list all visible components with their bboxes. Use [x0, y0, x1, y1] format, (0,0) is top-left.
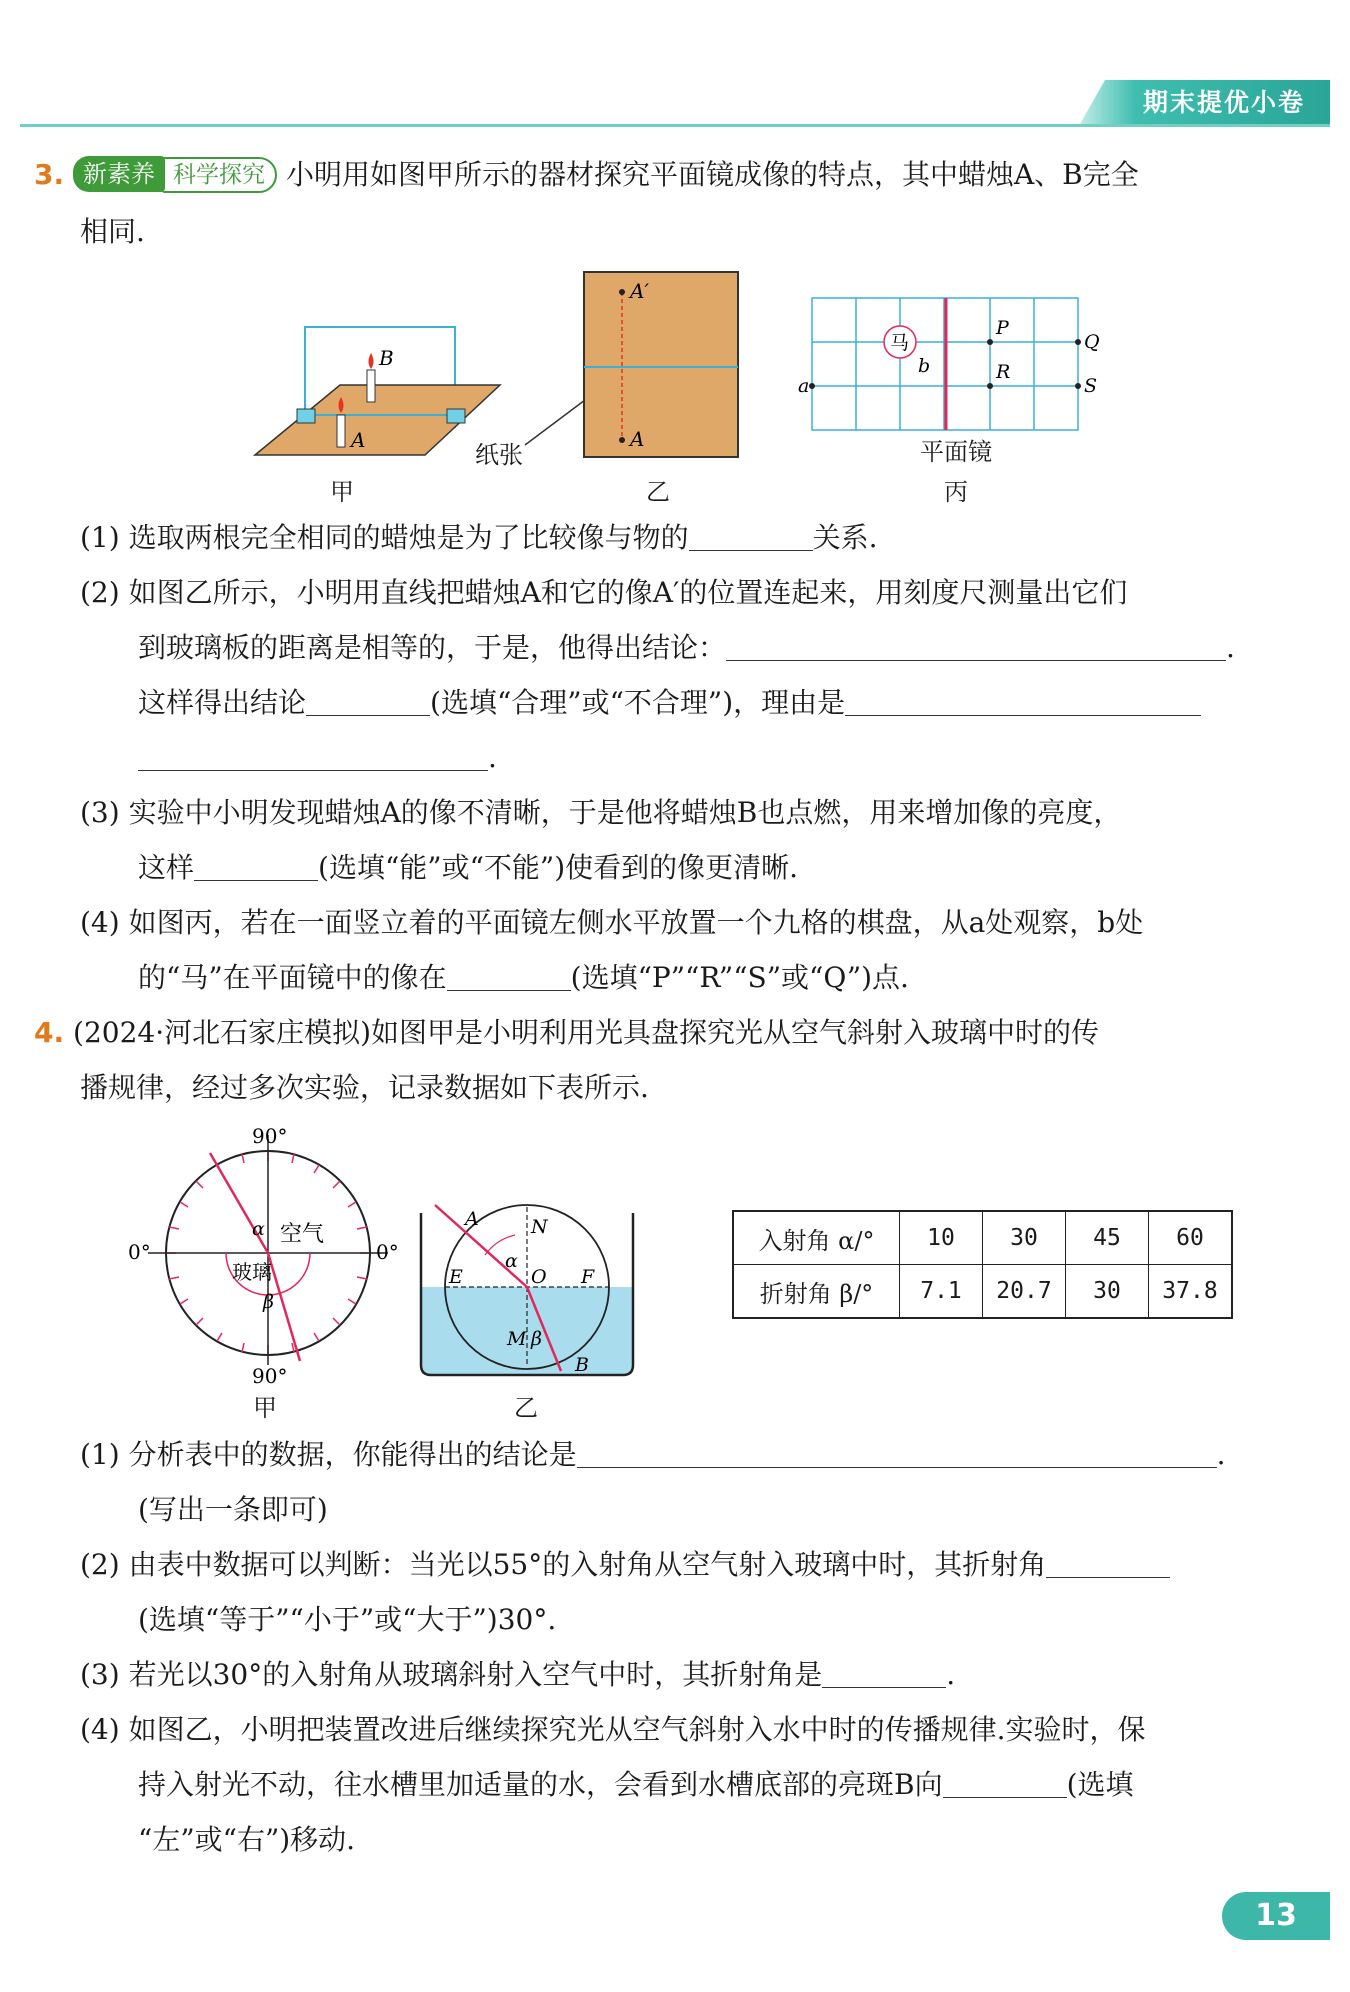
q3-p3-post: (选填“能”或“不能”)使看到的像更清晰.	[318, 851, 799, 884]
table-head-refraction: 折射角 β/°	[733, 1265, 900, 1319]
q3-yi-caption: 乙	[646, 478, 670, 506]
q3-p2-text1: 如图乙所示，小明用直线把蜡烛A和它的像A′的位置连起来，用刻度尺测量出它们	[128, 576, 1128, 609]
alpha-label: α	[252, 1218, 265, 1240]
q3-p2-end: .	[1226, 631, 1235, 664]
label-f: F	[581, 1266, 595, 1288]
right-clip	[447, 409, 465, 423]
q4-p4-text1: 如图乙，小明把装置改进后继续探究光从空气斜射入水中时的传播规律.实验时，保	[128, 1713, 1146, 1746]
q4-part4-line1	[80, 1710, 1145, 1750]
right-0-label: 0°	[376, 1240, 399, 1264]
label-b-yi: B	[575, 1354, 589, 1376]
q3-p2-text2: 到玻璃板的距离是相等的，于是，他得出结论：	[138, 631, 727, 664]
table-cell: 45	[1066, 1211, 1149, 1265]
q3-stem-line1	[34, 155, 1139, 195]
candle-b	[367, 370, 375, 402]
q3-p2-reason-blank[interactable]	[845, 685, 1201, 716]
q3-p3-text1: 实验中小明发现蜡烛A的像不清晰，于是他将蜡烛B也点燃，用来增加像的亮度，	[128, 796, 1122, 829]
q3-figure-yi	[582, 270, 742, 460]
q3-p2-text3: 这样得出结论	[138, 686, 307, 719]
q4-p4-num: (4)	[80, 1713, 120, 1746]
refraction-table	[732, 1210, 1233, 1319]
table-cell: 60	[1149, 1211, 1233, 1265]
table-cell: 7.1	[900, 1265, 983, 1319]
q4-part4-line3: “左”或“右”)移动.	[138, 1823, 356, 1856]
label-m: M	[507, 1328, 527, 1350]
label-beta-yi: β	[531, 1328, 542, 1350]
label-n: N	[531, 1216, 548, 1238]
label-r: R	[996, 361, 1011, 383]
bottom-90-label: 90°	[252, 1364, 288, 1388]
q3-tag-sub: 科学探究	[161, 157, 277, 193]
candle-b-flame	[369, 353, 374, 369]
q3-jia-caption: 甲	[330, 478, 354, 506]
q3-p3-blank[interactable]	[194, 850, 318, 881]
q3-figure-bing	[800, 292, 1120, 442]
q4-part1-line1	[80, 1435, 1226, 1475]
q3-p3-text2: 这样	[138, 851, 195, 884]
air-label: 空气	[280, 1222, 325, 1247]
q3-part2-line4	[138, 738, 497, 778]
q4-p1-text: 分析表中的数据，你能得出的结论是	[128, 1438, 577, 1471]
q3-stem-text-2: 相同.	[80, 215, 145, 248]
table-cell: 10	[900, 1211, 983, 1265]
label-a-yi: A	[630, 427, 645, 451]
q4-part2-line1	[80, 1545, 1170, 1585]
q4-part4-line2	[138, 1765, 1134, 1805]
q4-p2-blank[interactable]	[1046, 1547, 1170, 1578]
q4-jia-caption: 甲	[253, 1394, 277, 1422]
label-o: O	[531, 1266, 547, 1288]
q3-p1-post: 关系.	[812, 521, 878, 554]
q3-part4-line1	[80, 903, 1143, 943]
q4-stem-line1	[34, 1013, 1099, 1053]
point-r	[987, 383, 993, 389]
q4-p4-blank[interactable]	[943, 1767, 1067, 1798]
q3-p4-post: (选填“P”“R”“S”或“Q”)点.	[570, 961, 909, 994]
table-cell: 37.8	[1149, 1265, 1233, 1319]
q4-p4-post: (选填	[1066, 1768, 1134, 1801]
q4-part3	[80, 1655, 955, 1695]
q3-p2-num: (2)	[80, 576, 120, 609]
q4-p1-end: .	[1216, 1438, 1226, 1471]
q4-p1-blank[interactable]	[577, 1437, 1217, 1468]
left-0-label: 0°	[128, 1240, 151, 1264]
q4-yi-caption: 乙	[514, 1394, 538, 1422]
q3-part3-line2	[138, 848, 798, 888]
q4-p2-text: 由表中数据可以判断：当光以55°的入射角从空气射入玻璃中时，其折射角	[128, 1548, 1047, 1581]
q3-p2-conclusion-blank[interactable]	[726, 630, 1226, 661]
beta-label: β	[263, 1291, 274, 1313]
q3-p4-text2: 的“马”在平面镜中的像在	[138, 961, 447, 994]
q3-part2-line2	[138, 628, 1235, 668]
q4-p4-text2: 持入射光不动，往水槽里加适量的水，会看到水槽底部的亮斑B向	[138, 1768, 943, 1801]
table-cell: 20.7	[983, 1265, 1066, 1319]
q3-p4-blank[interactable]	[447, 960, 571, 991]
label-alpha-yi: α	[505, 1250, 518, 1272]
q4-part2-line2: (选填“等于”“小于”或“大于”)30°.	[138, 1603, 557, 1636]
q4-p1-num: (1)	[80, 1438, 120, 1471]
q4-p3-end: .	[946, 1658, 956, 1691]
candle-a	[337, 415, 345, 447]
q3-p3-num: (3)	[80, 796, 120, 829]
label-q: Q	[1084, 331, 1100, 353]
q4-number: 4.	[34, 1016, 65, 1049]
q4-p2-num: (2)	[80, 1548, 120, 1581]
label-a-bing: a	[798, 375, 810, 397]
q3-part3-line1	[80, 793, 1121, 833]
label-p: P	[996, 317, 1009, 339]
paper-sheet-yi	[584, 272, 738, 457]
point-a-bing	[809, 383, 815, 389]
q4-p3-text: 若光以30°的入射角从玻璃斜射入空气中时，其折射角是	[128, 1658, 823, 1691]
q3-p2-reason-blank2[interactable]	[138, 740, 488, 771]
point-s	[1075, 383, 1081, 389]
label-a-yi-fig: A	[465, 1208, 479, 1230]
q4-p3-num: (3)	[80, 1658, 120, 1691]
label-a: A	[351, 428, 366, 452]
q4-part1-line2: (写出一条即可)	[138, 1493, 328, 1526]
q3-paper-pointer	[520, 395, 590, 455]
q4-stem-text-1: (2024·河北石家庄模拟)如图甲是小明利用光具盘探究光从空气斜射入玻璃中时的传	[73, 1016, 1100, 1049]
table-row	[733, 1265, 1232, 1319]
table-cell: 30	[983, 1211, 1066, 1265]
q3-stem-text-1: 小明用如图甲所示的器材探究平面镜成像的特点，其中蜡烛A、B完全	[285, 158, 1139, 191]
q3-bing-caption: 丙	[944, 478, 968, 506]
horse-char: 马	[890, 332, 910, 354]
q3-tag-main: 新素养	[73, 156, 165, 192]
label-a-prime: A′	[630, 279, 649, 303]
glass-label: 玻璃	[232, 1260, 272, 1284]
point-a-prime	[619, 289, 625, 295]
left-clip	[297, 409, 315, 423]
q4-p3-blank[interactable]	[822, 1657, 946, 1688]
q3-p4-num: (4)	[80, 906, 120, 939]
q3-part4-line2	[138, 958, 909, 998]
point-q	[1075, 339, 1081, 345]
table-row	[733, 1211, 1232, 1265]
q3-paper-label: 纸张	[475, 441, 523, 469]
q3-p2-text3b: (选填“合理”或“不合理”)，理由是	[430, 686, 846, 719]
q3-p1-num: (1)	[80, 521, 120, 554]
point-a	[619, 437, 625, 443]
label-e: E	[449, 1266, 463, 1288]
label-b-bing: b	[918, 355, 931, 377]
table-head-incidence: 入射角 α/°	[733, 1211, 900, 1265]
label-s: S	[1084, 375, 1098, 397]
page-number: 13	[1222, 1892, 1330, 1940]
q3-mirror-label: 平面镜	[920, 438, 992, 466]
q3-part2-line3	[138, 683, 1201, 723]
q3-part1	[80, 518, 878, 558]
q4-figure-jia	[128, 1124, 418, 1388]
q4-figure-yi	[415, 1195, 640, 1385]
top-90-label: 90°	[252, 1124, 288, 1148]
table-cell: 30	[1066, 1265, 1149, 1319]
q3-p4-text1: 如图丙，若在一面竖立着的平面镜左侧水平放置一个九格的棋盘，从a处观察，b处	[128, 906, 1144, 939]
q3-number: 3.	[34, 158, 65, 191]
point-p	[987, 339, 993, 345]
q3-p2-end2: .	[488, 741, 497, 774]
q4-stem-text-2: 播规律，经过多次实验，记录数据如下表所示.	[80, 1071, 649, 1104]
q3-p2-reasonable-blank[interactable]	[306, 685, 430, 716]
q3-p1-blank[interactable]	[689, 520, 813, 551]
header-rule	[20, 124, 1330, 127]
header-title: 期末提优小卷	[1142, 88, 1305, 117]
q3-p1-text: 选取两根完全相同的蜡烛是为了比较像与物的	[128, 521, 689, 554]
label-b: B	[379, 346, 394, 370]
q3-part2-line1	[80, 573, 1127, 613]
